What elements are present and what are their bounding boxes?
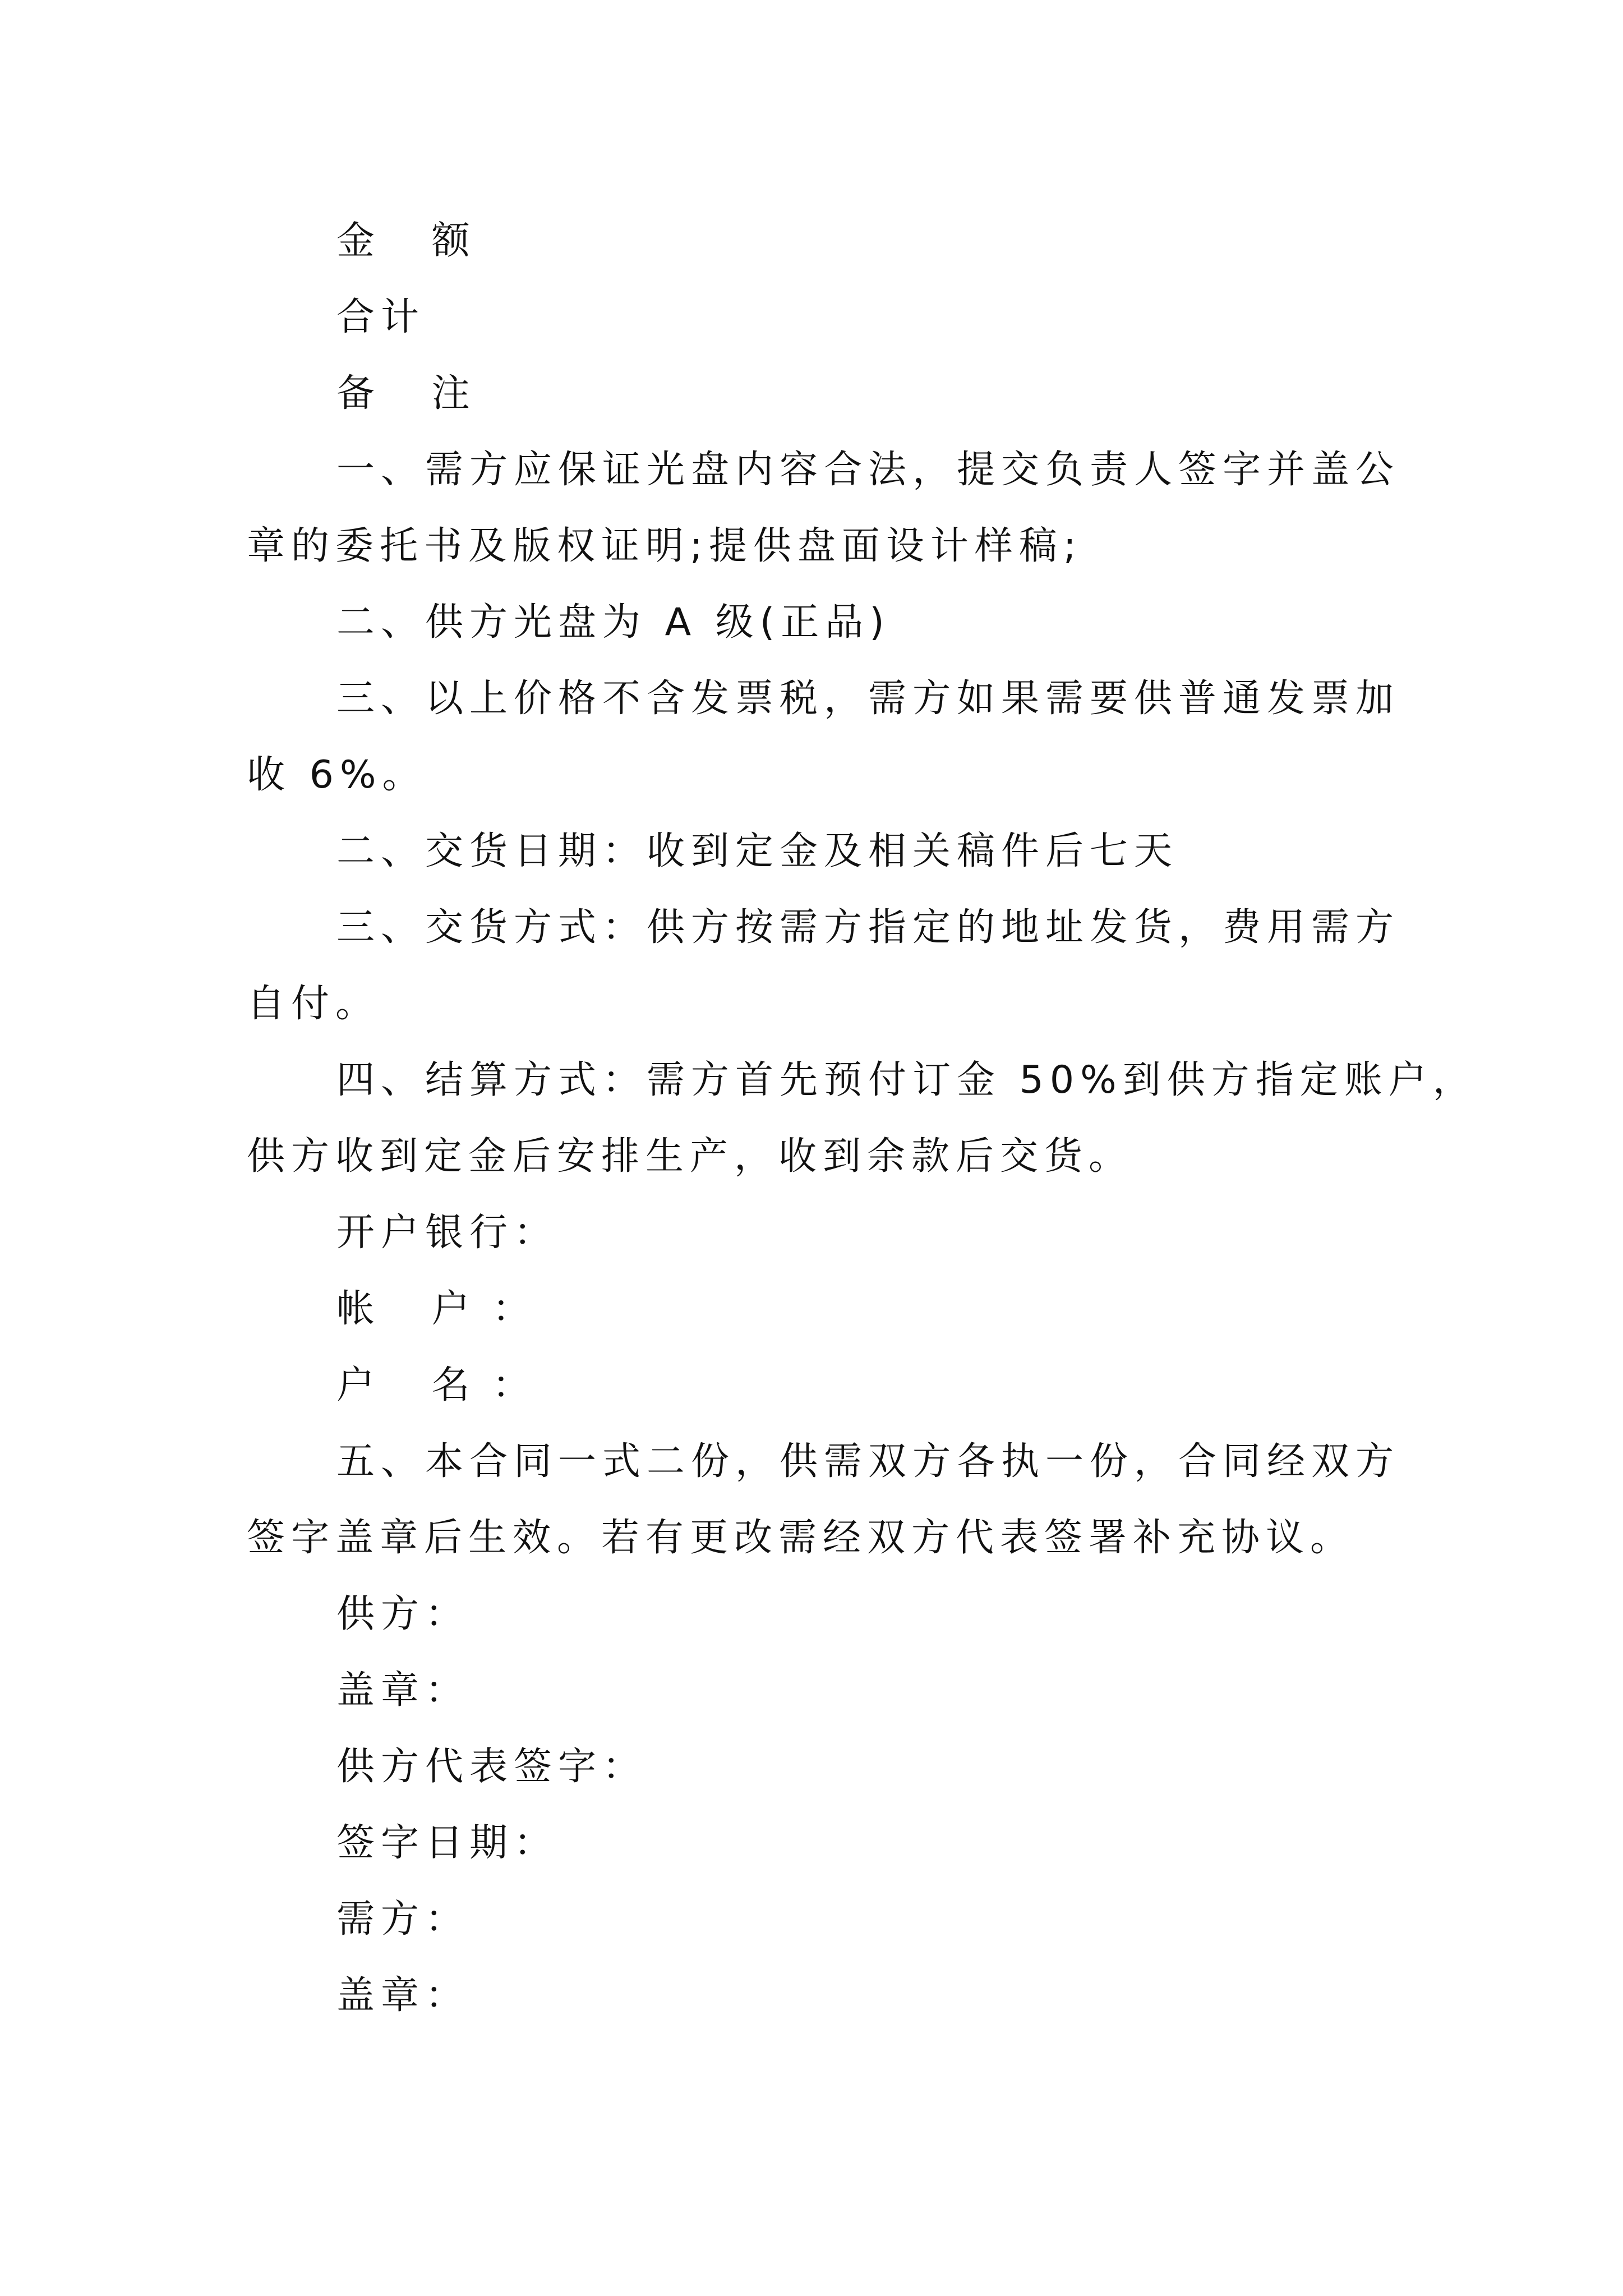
- buyer-seal-label: 盖章：: [336, 1973, 470, 2018]
- remark-1-line-1: 一、需方应保证光盘内容合法，提交负责人签字并盖公: [336, 448, 1400, 492]
- account-label: 帐 户：: [336, 1287, 553, 1331]
- supplier-representative-label: 供方代表签字：: [336, 1745, 647, 1789]
- total-label: 合计: [336, 295, 426, 339]
- settlement-line-1: 四、结算方式：需方首先预付订金 50%到供方指定账户，: [336, 1058, 1477, 1102]
- copies-clause-line-2: 签字盖章后生效。若有更改需经双方代表签署补充协议。: [247, 1516, 1355, 1560]
- copies-clause-line-1: 五、本合同一式二份，供需双方各执一份，合同经双方: [336, 1439, 1400, 1484]
- sign-date-label: 签字日期：: [336, 1821, 559, 1865]
- remark-3-line-2: 收 6%。: [247, 753, 427, 797]
- bank-label: 开户银行：: [336, 1211, 559, 1255]
- delivery-method-line-1: 三、交货方式：供方按需方指定的地址发货，费用需方: [336, 905, 1400, 950]
- buyer-label: 需方：: [336, 1897, 470, 1941]
- amount-label: 金 额: [336, 219, 492, 263]
- account-name-label: 户 名：: [336, 1363, 553, 1407]
- supplier-label: 供方：: [336, 1592, 470, 1636]
- delivery-date-clause: 二、交货日期：收到定金及相关稿件后七天: [336, 829, 1179, 873]
- remark-2: 二、供方光盘为 A 级(正品): [336, 600, 891, 645]
- document-body: [247, 203, 1477, 2034]
- delivery-method-line-2: 自付。: [247, 982, 380, 1026]
- remark-1-line-2: 章的委托书及版权证明;提供盘面设计样稿;: [247, 524, 1082, 568]
- remarks-label: 备 注: [336, 371, 492, 416]
- remark-3-line-1: 三、以上价格不含发票税，需方如果需要供普通发票加: [336, 677, 1400, 721]
- settlement-line-2: 供方收到定金后安排生产，收到余款后交货。: [247, 1134, 1133, 1179]
- supplier-seal-label: 盖章：: [336, 1668, 470, 1713]
